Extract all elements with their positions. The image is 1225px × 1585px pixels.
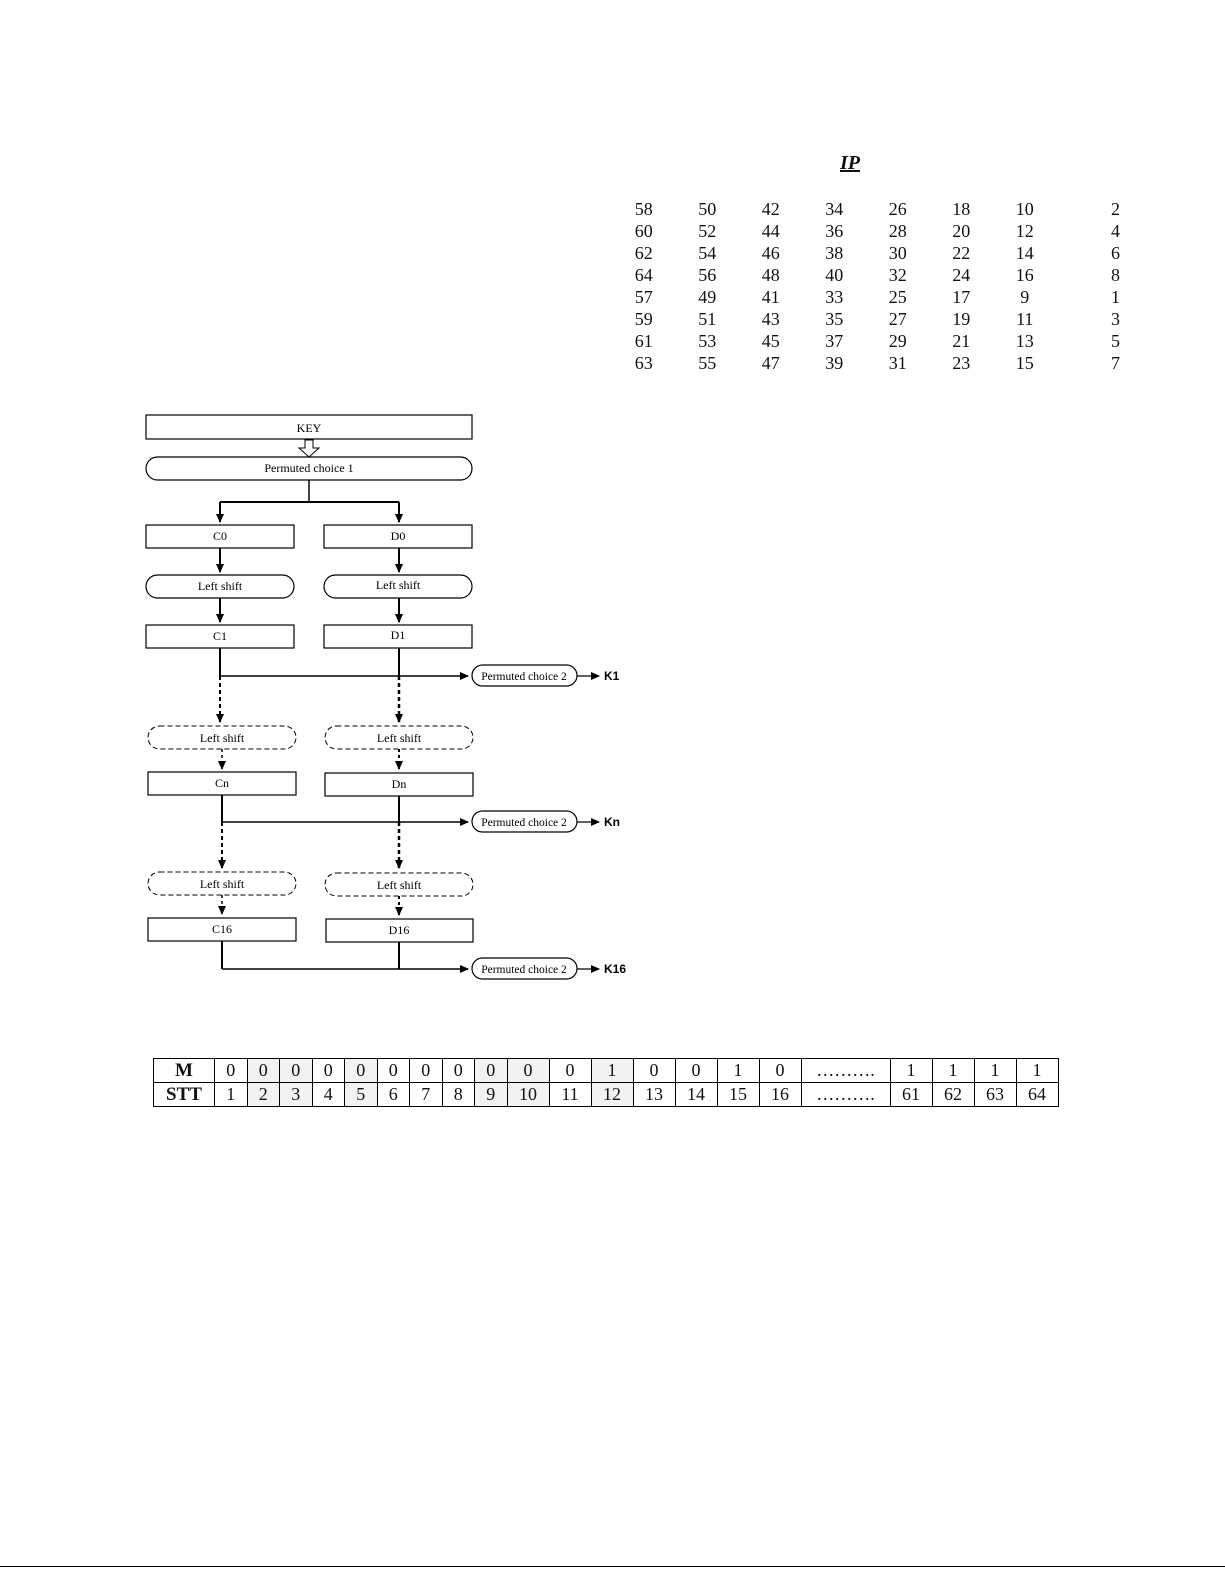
ip-cell: 44 [761,221,780,241]
ip-cell: 62 [634,243,653,263]
bit-position-table [153,1058,1059,1107]
stt-index-cell: 15 [717,1083,759,1107]
m-bit-cell: ………. [801,1059,890,1083]
stt-index-cell: 5 [345,1083,378,1107]
m-bit-cell: 1 [717,1059,759,1083]
m-row [154,1059,1059,1083]
ip-cell: 39 [825,353,844,373]
stt-index-cell: 9 [475,1083,508,1107]
m-bit-cell: 0 [475,1059,508,1083]
m-bit-cell: 1 [974,1059,1016,1083]
stt-header: STT [154,1083,215,1107]
ip-cell: 12 [1015,221,1034,241]
ip-cell: 21 [952,331,971,351]
cn-label: Cn [214,776,230,790]
left-shift-label: Left shift [197,579,243,593]
ip-cell: 60 [634,221,653,241]
c0-label: C0 [212,529,228,543]
ip-cell: 34 [825,199,844,219]
ip-cell: 19 [952,309,971,329]
permuted-choice-2-label: Permuted choice 2 [481,671,567,683]
m-bit-cell: 0 [410,1059,443,1083]
ip-cell: 9 [1020,287,1030,307]
stt-index-cell: 6 [377,1083,410,1107]
stt-index-cell: 10 [507,1083,549,1107]
stt-index-cell: 1 [215,1083,248,1107]
ip-cell: 46 [761,243,780,263]
ip-cell: 52 [698,221,717,241]
kn-label: Kn [604,815,620,829]
d1-label: D1 [390,628,406,642]
m-bit-cell: 1 [890,1059,932,1083]
ip-cell: 37 [825,331,844,351]
ip-cell: 17 [952,287,971,307]
ip-cell: 54 [698,243,717,263]
c1-label: C1 [212,629,228,643]
k16-label: K16 [604,962,627,976]
ip-cell: 6 [1111,243,1120,263]
ip-cell: 57 [634,287,653,307]
ip-cell: 48 [761,265,780,285]
permuted-choice-2-label: Permuted choice 2 [481,817,567,829]
m-bit-cell: 1 [591,1059,633,1083]
ip-cell: 23 [952,353,971,373]
ip-cell: 51 [698,309,717,329]
ip-cell: 4 [1111,221,1120,241]
stt-index-cell: 63 [974,1083,1016,1107]
ip-cell: 18 [952,199,971,219]
stt-index-cell: 2 [247,1083,280,1107]
stt-index-cell: ………. [801,1083,890,1107]
ip-cell: 61 [634,331,653,351]
ip-cell: 22 [952,243,971,263]
stt-row [154,1083,1059,1107]
ip-cell: 47 [761,353,780,373]
left-shift-label: Left shift [376,878,422,892]
ip-cell: 25 [888,287,907,307]
ip-cell: 16 [1015,265,1034,285]
left-shift-label: Left shift [375,578,421,592]
hollow-down-arrow-icon [299,440,319,457]
stt-index-cell: 12 [591,1083,633,1107]
ip-cell: 58 [634,199,653,219]
ip-cell: 42 [761,199,780,219]
stt-index-cell: 3 [280,1083,313,1107]
m-bit-cell: 0 [215,1059,248,1083]
ip-cell: 32 [888,265,907,285]
ip-cell: 59 [634,309,653,329]
k1-label: K1 [604,669,620,683]
m-bit-cell: 0 [759,1059,801,1083]
m-bit-cell: 0 [442,1059,475,1083]
ip-cell: 20 [952,221,971,241]
m-bit-cell: 0 [633,1059,675,1083]
stt-index-cell: 14 [675,1083,717,1107]
ip-cell: 15 [1015,353,1034,373]
ip-table-title: IP [840,152,860,174]
ip-cell: 35 [825,309,844,329]
dn-label: Dn [391,777,407,791]
m-bit-cell: 0 [507,1059,549,1083]
stt-index-cell: 16 [759,1083,801,1107]
m-bit-cell: 0 [312,1059,345,1083]
permuted-choice-2-label: Permuted choice 2 [481,964,567,976]
ip-cell: 11 [1016,309,1034,329]
stt-index-cell: 13 [633,1083,675,1107]
ip-cell: 56 [698,265,717,285]
ip-cell: 5 [1111,331,1120,351]
ip-cell: 36 [825,221,844,241]
ip-cell: 2 [1111,199,1120,219]
stt-index-cell: 11 [549,1083,591,1107]
m-bit-cell: 0 [345,1059,378,1083]
ip-cell: 55 [698,353,717,373]
stt-index-cell: 7 [410,1083,443,1107]
m-header: M [154,1059,215,1083]
ip-cell: 28 [888,221,907,241]
ip-cell: 64 [634,265,653,285]
ip-cell: 29 [888,331,907,351]
ip-cell: 27 [888,309,907,329]
stt-index-cell: 64 [1016,1083,1058,1107]
c16-label: C16 [211,922,233,936]
stt-index-cell: 4 [312,1083,345,1107]
ip-cell: 13 [1015,331,1034,351]
ip-cell: 3 [1111,309,1120,329]
stt-index-cell: 62 [932,1083,974,1107]
ip-cell: 8 [1111,265,1120,285]
stt-index-cell: 61 [890,1083,932,1107]
ip-cell: 50 [698,199,717,219]
ip-cell: 38 [825,243,844,263]
m-bit-cell: 0 [280,1059,313,1083]
stt-index-cell: 8 [442,1083,475,1107]
key-label: KEY [296,421,322,435]
ip-cell: 24 [952,265,971,285]
ip-cell: 40 [825,265,844,285]
permuted-choice-1-label: Permuted choice 1 [264,461,354,475]
m-bit-cell: 0 [247,1059,280,1083]
d16-label: D16 [388,923,410,937]
m-bit-cell: 0 [549,1059,591,1083]
ip-cell: 43 [761,309,780,329]
ip-cell: 63 [634,353,653,373]
page-bottom-rule [0,1566,1225,1567]
ip-cell: 31 [888,353,907,373]
ip-cell: 26 [888,199,907,219]
left-shift-label: Left shift [199,731,245,745]
m-bit-cell: 1 [1016,1059,1058,1083]
left-shift-label: Left shift [376,731,422,745]
m-bit-cell: 0 [675,1059,717,1083]
ip-cell: 7 [1111,353,1120,373]
m-bit-cell: 0 [377,1059,410,1083]
ip-cell: 53 [698,331,717,351]
ip-cell: 45 [761,331,780,351]
ip-cell: 33 [825,287,844,307]
ip-cell: 49 [698,287,717,307]
ip-cell: 1 [1111,287,1120,307]
ip-cell: 41 [761,287,780,307]
d0-label: D0 [390,529,406,543]
ip-cell: 14 [1015,243,1034,263]
m-bit-cell: 1 [932,1059,974,1083]
ip-cell: 30 [888,243,907,263]
ip-cell: 10 [1015,199,1034,219]
left-shift-label: Left shift [199,877,245,891]
